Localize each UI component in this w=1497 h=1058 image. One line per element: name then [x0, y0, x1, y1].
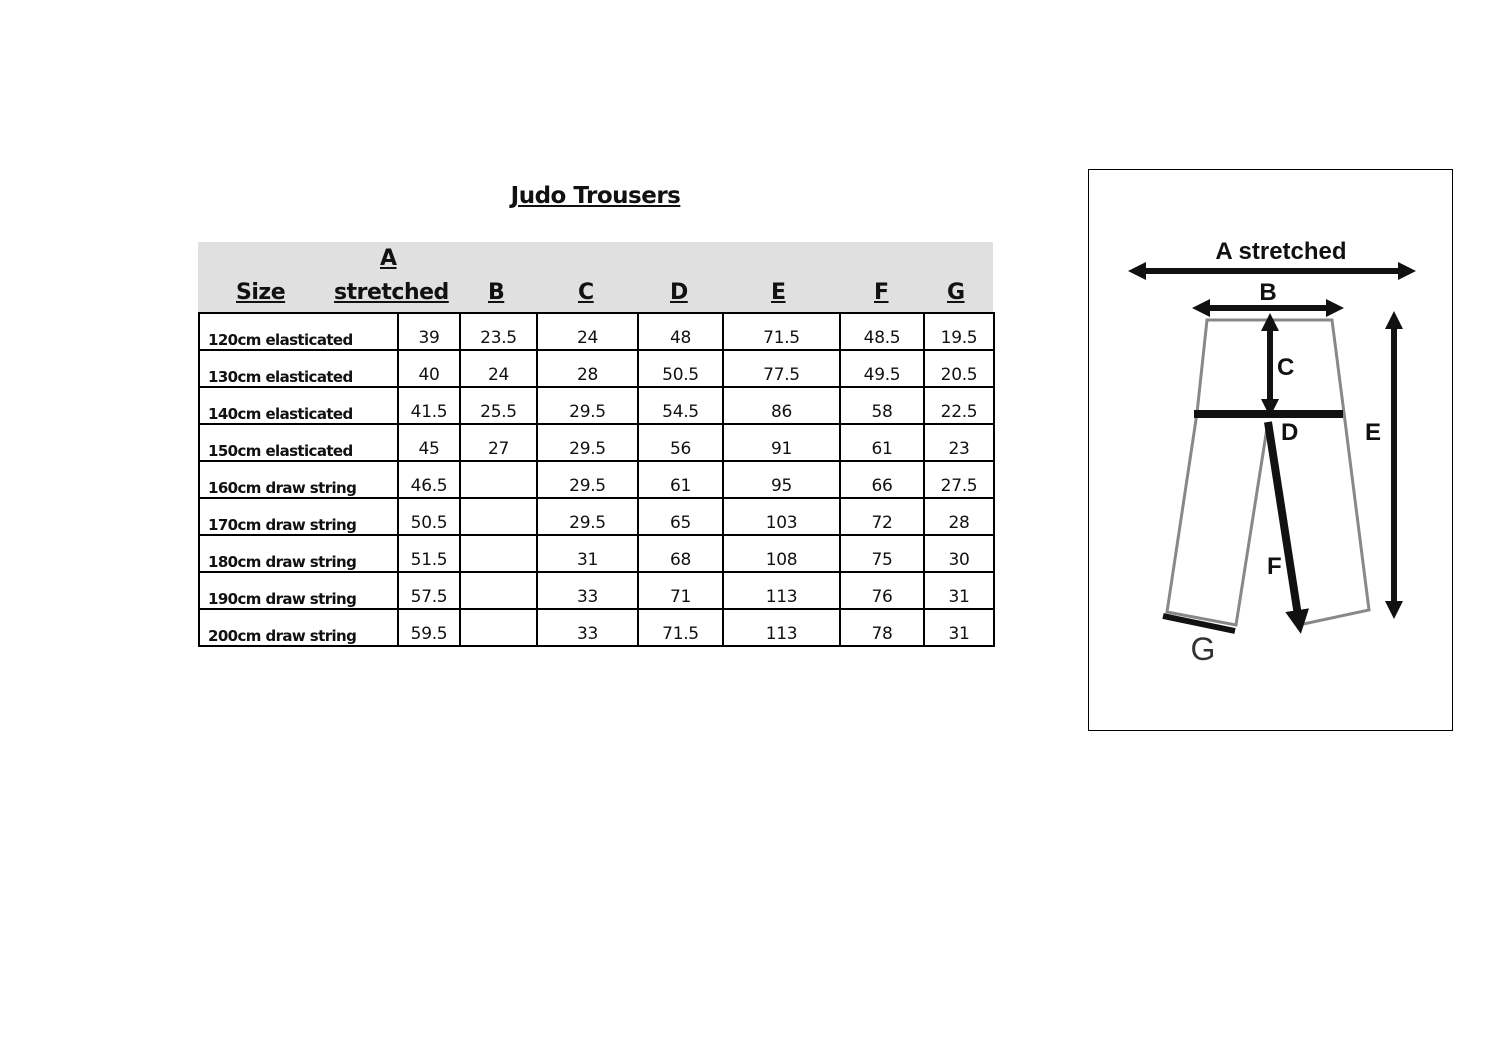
measurement-d-cell: 71	[638, 572, 723, 609]
measurement-g-cell: 28	[924, 498, 994, 535]
size-table	[198, 312, 995, 647]
measurement-a-cell: 41.5	[398, 387, 460, 424]
header-a-letter: A	[380, 246, 397, 271]
measurement-e-cell: 108	[723, 535, 840, 572]
header-size: Size	[236, 280, 286, 305]
measurement-b-cell: 27	[460, 424, 537, 461]
measurement-g-cell: 19.5	[924, 313, 994, 350]
size-cell: 150cm elasticated	[199, 424, 398, 461]
measurement-b-cell	[460, 572, 537, 609]
size-cell: 160cm draw string	[199, 461, 398, 498]
measure-f-line	[1268, 422, 1299, 622]
measurement-e-cell: 77.5	[723, 350, 840, 387]
measurement-b-cell	[460, 535, 537, 572]
measurement-a-cell: 40	[398, 350, 460, 387]
size-cell: 130cm elasticated	[199, 350, 398, 387]
label-a: A stretched	[1215, 238, 1347, 265]
measurement-a-cell: 50.5	[398, 498, 460, 535]
measurement-g-cell: 31	[924, 609, 994, 646]
measurement-f-cell: 48.5	[840, 313, 924, 350]
measurement-a-cell: 45	[398, 424, 460, 461]
measurement-diagram	[1088, 169, 1453, 731]
table-row	[199, 424, 994, 461]
page-title: Judo Trousers	[510, 183, 681, 209]
measurement-d-cell: 56	[638, 424, 723, 461]
measurement-d-cell: 50.5	[638, 350, 723, 387]
measurement-d-cell: 61	[638, 461, 723, 498]
measurement-e-cell: 113	[723, 572, 840, 609]
table-row	[199, 572, 994, 609]
measurement-c-cell: 29.5	[537, 387, 638, 424]
measurement-a-cell: 39	[398, 313, 460, 350]
measurement-b-cell: 23.5	[460, 313, 537, 350]
measurement-f-cell: 78	[840, 609, 924, 646]
measurement-d-cell: 71.5	[638, 609, 723, 646]
table-row	[199, 498, 994, 535]
measurement-c-cell: 24	[537, 313, 638, 350]
table-body	[199, 313, 994, 646]
measurement-g-cell: 22.5	[924, 387, 994, 424]
measurement-g-cell: 27.5	[924, 461, 994, 498]
measurement-e-cell: 103	[723, 498, 840, 535]
measurement-f-cell: 76	[840, 572, 924, 609]
measurement-f-cell: 72	[840, 498, 924, 535]
measurement-g-cell: 23	[924, 424, 994, 461]
measurement-b-cell	[460, 461, 537, 498]
header-f: F	[874, 280, 889, 305]
label-g: G	[1190, 631, 1216, 667]
size-cell: 190cm draw string	[199, 572, 398, 609]
label-c: C	[1277, 354, 1295, 381]
header-d: D	[670, 280, 688, 305]
measurement-b-cell: 25.5	[460, 387, 537, 424]
measurement-c-cell: 33	[537, 572, 638, 609]
header-c: C	[578, 280, 594, 305]
measurement-f-cell: 49.5	[840, 350, 924, 387]
measurement-e-cell: 95	[723, 461, 840, 498]
size-cell: 120cm elasticated	[199, 313, 398, 350]
header-e: E	[771, 280, 786, 305]
measurement-e-cell: 86	[723, 387, 840, 424]
table-row	[199, 609, 994, 646]
measurement-f-cell: 61	[840, 424, 924, 461]
measurement-c-cell: 29.5	[537, 424, 638, 461]
size-cell: 180cm draw string	[199, 535, 398, 572]
size-cell: 140cm elasticated	[199, 387, 398, 424]
measurement-b-cell	[460, 609, 537, 646]
measurement-a-cell: 59.5	[398, 609, 460, 646]
size-cell: 200cm draw string	[199, 609, 398, 646]
measurement-e-cell: 91	[723, 424, 840, 461]
measurement-a-cell: 46.5	[398, 461, 460, 498]
measurement-d-cell: 48	[638, 313, 723, 350]
measurement-c-cell: 28	[537, 350, 638, 387]
table-row	[199, 461, 994, 498]
measurement-c-cell: 29.5	[537, 461, 638, 498]
label-e: E	[1365, 419, 1382, 446]
measurement-g-cell: 31	[924, 572, 994, 609]
measurement-d-cell: 68	[638, 535, 723, 572]
measurement-g-cell: 30	[924, 535, 994, 572]
table-row	[199, 535, 994, 572]
measurement-d-cell: 54.5	[638, 387, 723, 424]
measurement-e-cell: 71.5	[723, 313, 840, 350]
measurement-c-cell: 31	[537, 535, 638, 572]
label-d: D	[1281, 419, 1299, 446]
label-f: F	[1267, 553, 1282, 580]
measurement-b-cell	[460, 498, 537, 535]
measurement-b-cell: 24	[460, 350, 537, 387]
table-row	[199, 313, 994, 350]
label-b: B	[1259, 279, 1277, 306]
header-g: G	[947, 280, 965, 305]
measurement-f-cell: 75	[840, 535, 924, 572]
table-header	[198, 242, 993, 312]
measurement-d-cell: 65	[638, 498, 723, 535]
size-cell: 170cm draw string	[199, 498, 398, 535]
measurement-f-cell: 66	[840, 461, 924, 498]
table-row	[199, 387, 994, 424]
measurement-c-cell: 29.5	[537, 498, 638, 535]
header-b: B	[488, 280, 505, 305]
measurement-e-cell: 113	[723, 609, 840, 646]
measurement-g-cell: 20.5	[924, 350, 994, 387]
measurement-a-cell: 57.5	[398, 572, 460, 609]
measurement-c-cell: 33	[537, 609, 638, 646]
header-a-stretched: stretched	[334, 280, 449, 305]
measurement-f-cell: 58	[840, 387, 924, 424]
table-row	[199, 350, 994, 387]
trousers-diagram	[1089, 170, 1454, 732]
measurement-a-cell: 51.5	[398, 535, 460, 572]
